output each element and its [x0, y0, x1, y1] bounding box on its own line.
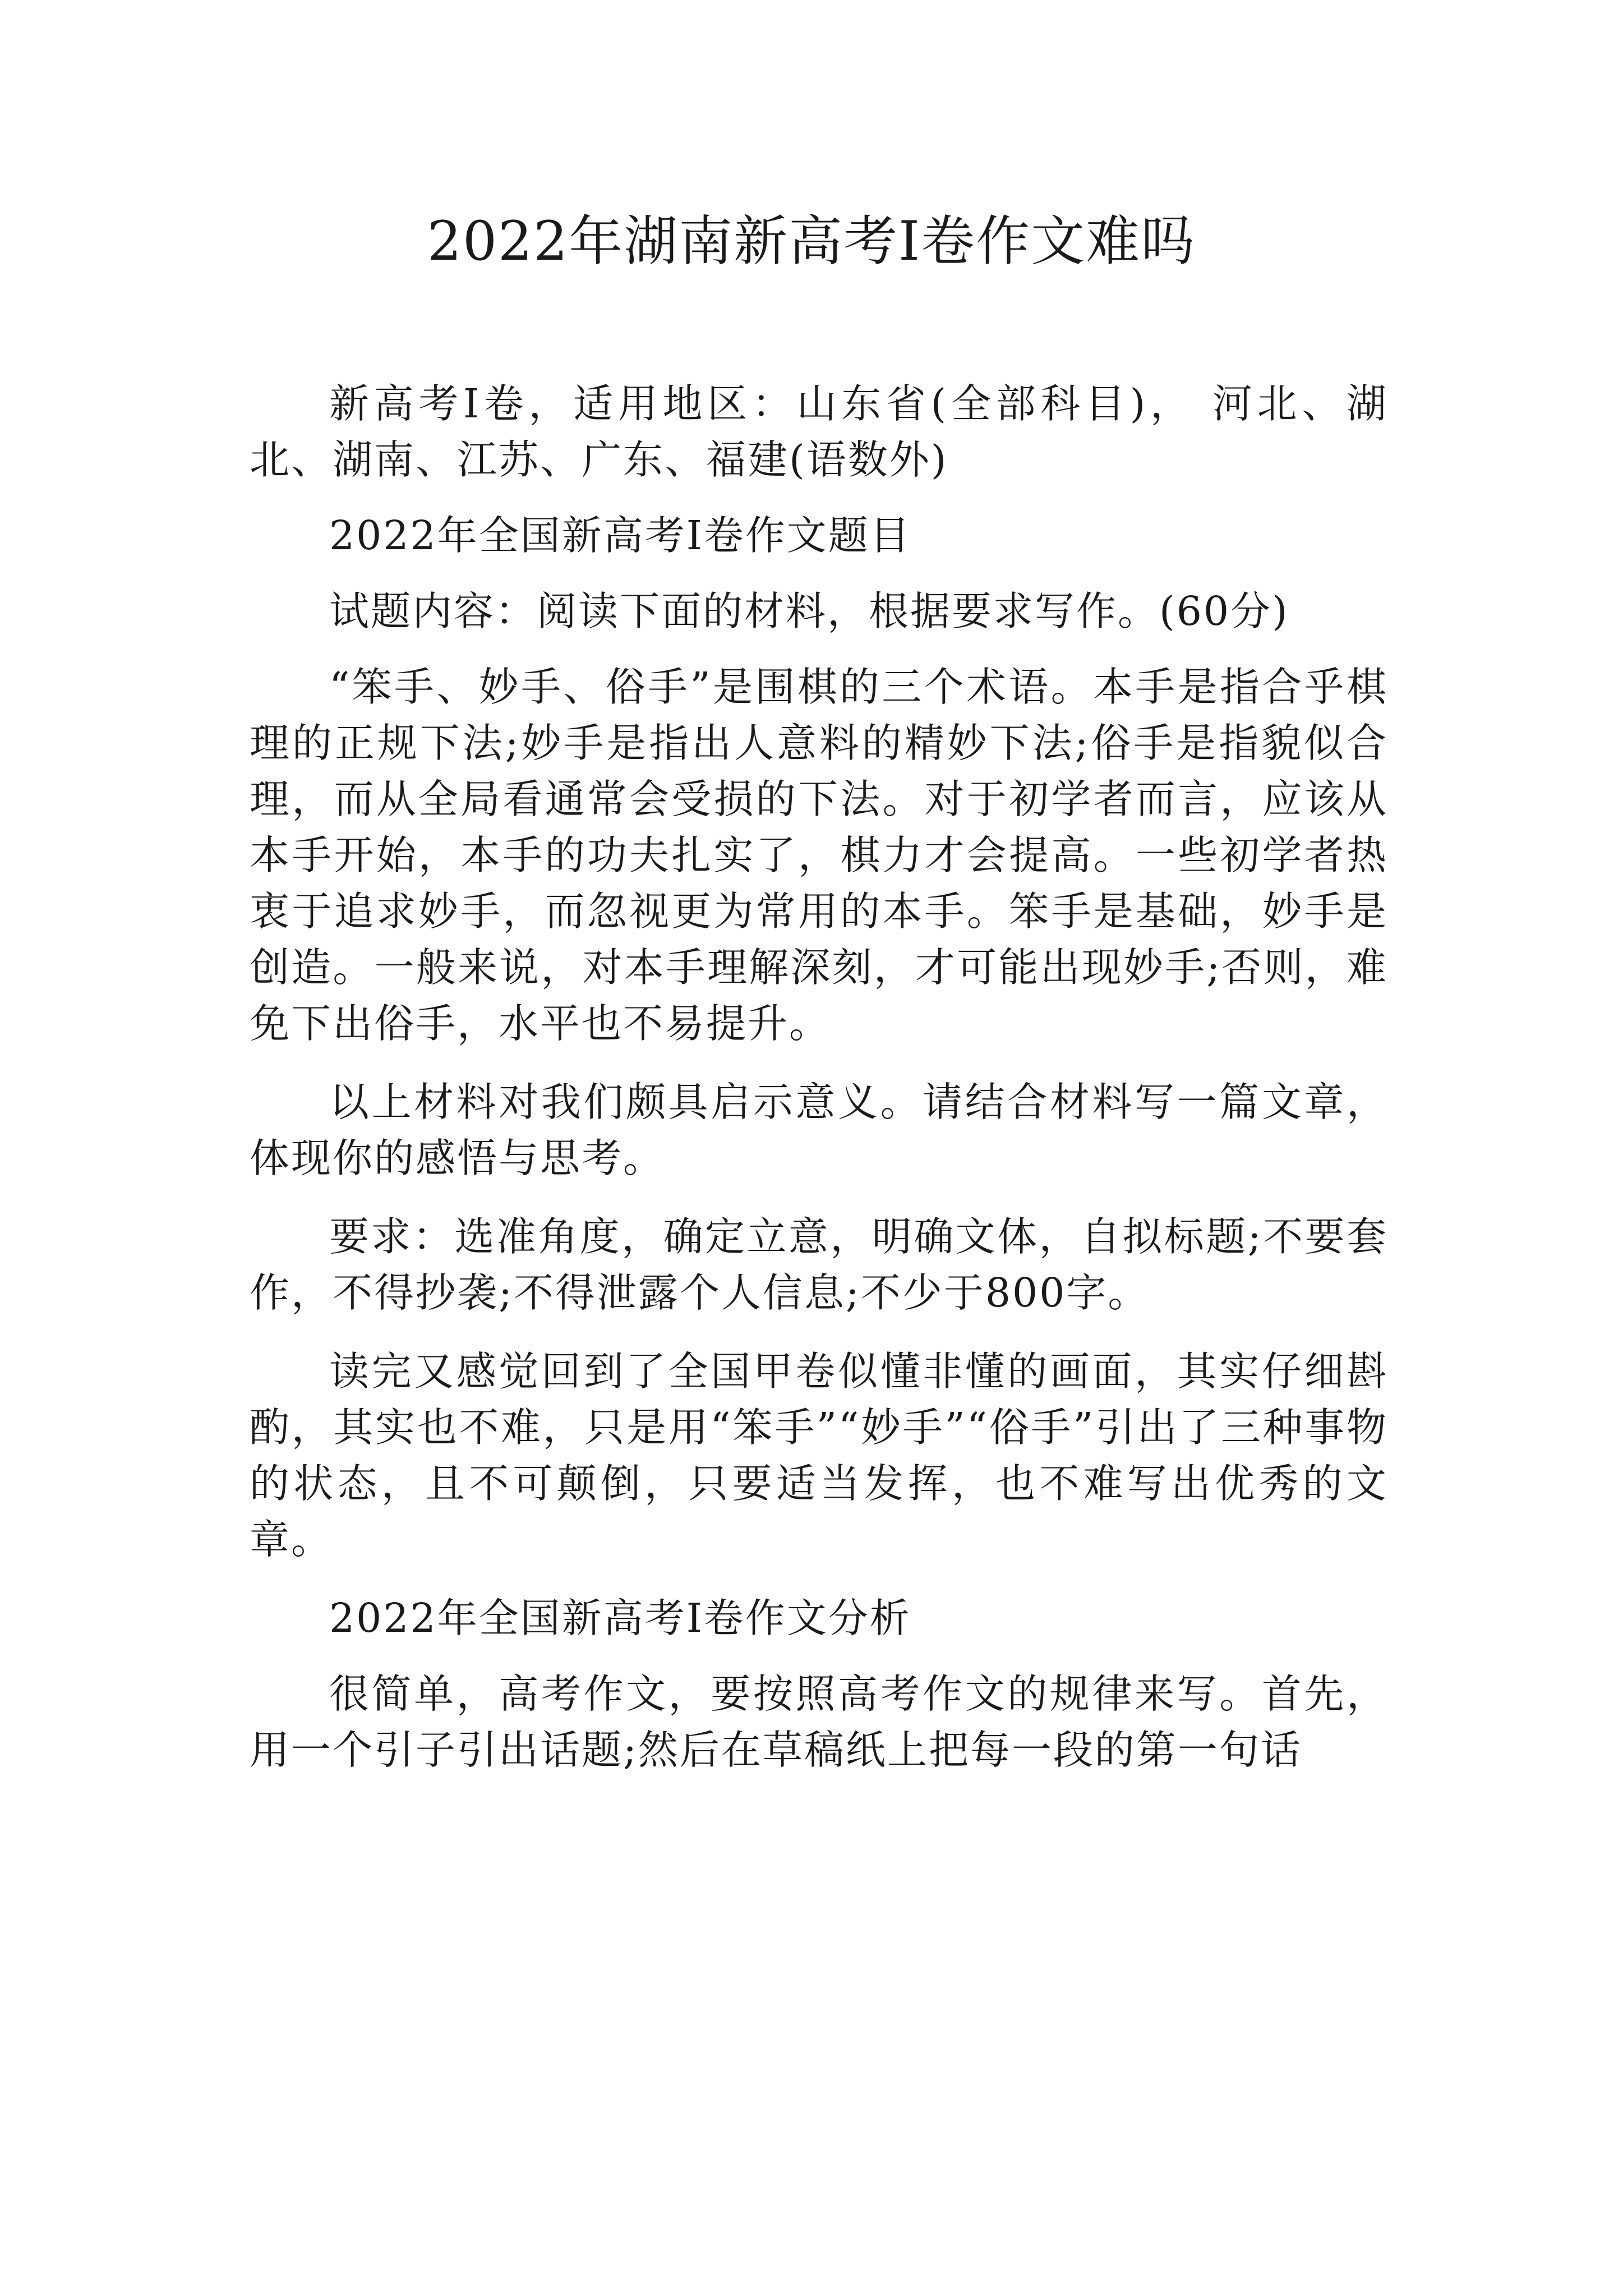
document-title: 2022年湖南新高考Ⅰ卷作文难吗: [427, 210, 1196, 273]
paragraph-instruction: 以上材料对我们颇具启示意义。请结合材料写一篇文章，体现你的感悟与思考。: [250, 1079, 1388, 1181]
paragraph-reflection: 读完又感觉回到了全国甲卷似懂非懂的画面，其实仔细斟酌，其实也不难，只是用“笨手”“妙手”“俗手”引出了三种事物的状态，且不可颠倒，只要适当发挥，也不难写出优秀的文章。: [250, 1348, 1388, 1563]
paragraph-essay-topic-heading: 2022年全国新高考Ⅰ卷作文题目: [329, 512, 911, 559]
paragraph-applicable-regions: 新高考Ⅰ卷，适用地区：山东省(全部科目)， 河北、湖北、湖南、江苏、广东、福建(语数外): [250, 380, 1388, 483]
paragraph-material: “笨手、妙手、俗手”是围棋的三个术语。本手是指合乎棋理的正规下法;妙手是指出人意料的精妙下法;俗手是指貌似合理，而从全局看通常会受损的下法。对于初学者而言，应该从本手开始，本手的功夫扎实了，棋力才会提高。一些初学者热衷于追求妙手，而忽视更为常用的本手。笨手是基础，妙手是创造。一般来说，对本手理解深刻，才可能出现妙手;否则，难免下出俗手，水平也不易提升。: [250, 664, 1388, 1047]
paragraph-requirements: 要求：选准角度，确定立意，明确文体，自拟标题;不要套作，不得抄袭;不得泄露个人信息;不少于800字。: [250, 1213, 1388, 1316]
document-body: [250, 376, 1388, 1801]
paragraph-analysis: 很简单，高考作文，要按照高考作文的规律来写。首先，用一个引子引出话题;然后在草稿纸上把每一段的第一句话: [250, 1671, 1388, 1773]
paragraph-question-content: 试题内容：阅读下面的材料，根据要求写作。(60分): [329, 588, 1289, 634]
paragraph-analysis-heading: 2022年全国新高考Ⅰ卷作文分析: [329, 1595, 911, 1641]
